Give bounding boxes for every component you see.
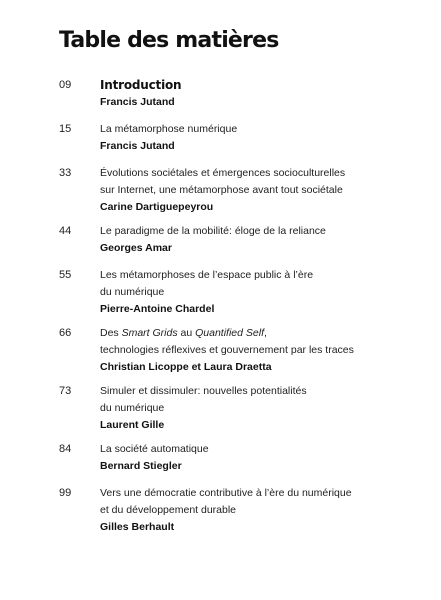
toc-entry-author: Georges Amar (100, 242, 172, 254)
toc-entry-body (100, 165, 400, 216)
toc-entry-body (100, 267, 400, 318)
toc-page-number: 44 (59, 225, 72, 237)
toc-entry-title: Évolutions sociétales et émergences socioculturelles (100, 167, 346, 179)
toc-entry-title-continued: et du développement durable (100, 504, 237, 516)
title-text: Des (100, 327, 122, 339)
toc-page-number: 84 (59, 443, 72, 455)
toc-entry-body (100, 441, 400, 475)
toc-page-number: 09 (59, 79, 72, 91)
toc-entry-body (100, 223, 400, 257)
toc-page-number: 55 (59, 269, 72, 281)
toc-entry-heading: Introduction (100, 78, 182, 92)
toc-entry-body (100, 77, 400, 111)
toc-page-number: 99 (59, 487, 72, 499)
toc-entry-title: Les métamorphoses de l’espace public à l’ère (100, 269, 314, 281)
title-emphasis: Smart Grids (121, 327, 178, 339)
toc-entry-author: Christian Licoppe et Laura Draetta (100, 361, 272, 373)
toc-entry-body (100, 383, 400, 434)
toc-entry-author: Carine Dartiguepeyrou (100, 201, 214, 213)
toc-entry-title-continued: technologies réflexives et gouvernement par les traces (100, 344, 354, 356)
title-emphasis: Quantified Self (195, 327, 265, 339)
toc-entry-title: Vers une démocratie contributive à l’ère du numérique (100, 487, 352, 499)
title-text: au (177, 327, 196, 339)
toc-page-number: 66 (59, 327, 72, 339)
toc-entry-body (100, 485, 400, 536)
toc-entry-author: Gilles Berhault (100, 521, 175, 533)
title-text: , (264, 327, 267, 339)
toc-entry-title-continued: sur Internet, une métamorphose avant tout sociétale (100, 184, 343, 196)
toc-page-number: 73 (59, 385, 72, 397)
toc-entry-title: Simuler et dissimuler: nouvelles potentialités (100, 385, 307, 397)
toc-entry-body (100, 325, 400, 376)
toc-entry-author: Francis Jutand (100, 96, 175, 108)
page-title: Table des matières (59, 28, 279, 53)
toc-entry-title (100, 325, 400, 342)
toc-page-number: 15 (59, 123, 72, 135)
toc-entry-author: Pierre-Antoine Chardel (100, 303, 215, 315)
toc-entry-title: La société automatique (100, 443, 209, 455)
toc-entry-author: Laurent Gille (100, 419, 165, 431)
toc-entry-body (100, 121, 400, 155)
toc-entry-author: Bernard Stiegler (100, 460, 182, 472)
toc-entry-title: La métamorphose numérique (100, 123, 238, 135)
toc-entry-author: Francis Jutand (100, 140, 175, 152)
toc-entry-title: Le paradigme de la mobilité: éloge de la reliance (100, 225, 326, 237)
toc-entry-title-continued: du numérique (100, 286, 165, 298)
toc-entry-title-continued: du numérique (100, 402, 165, 414)
toc-page-number: 33 (59, 167, 72, 179)
